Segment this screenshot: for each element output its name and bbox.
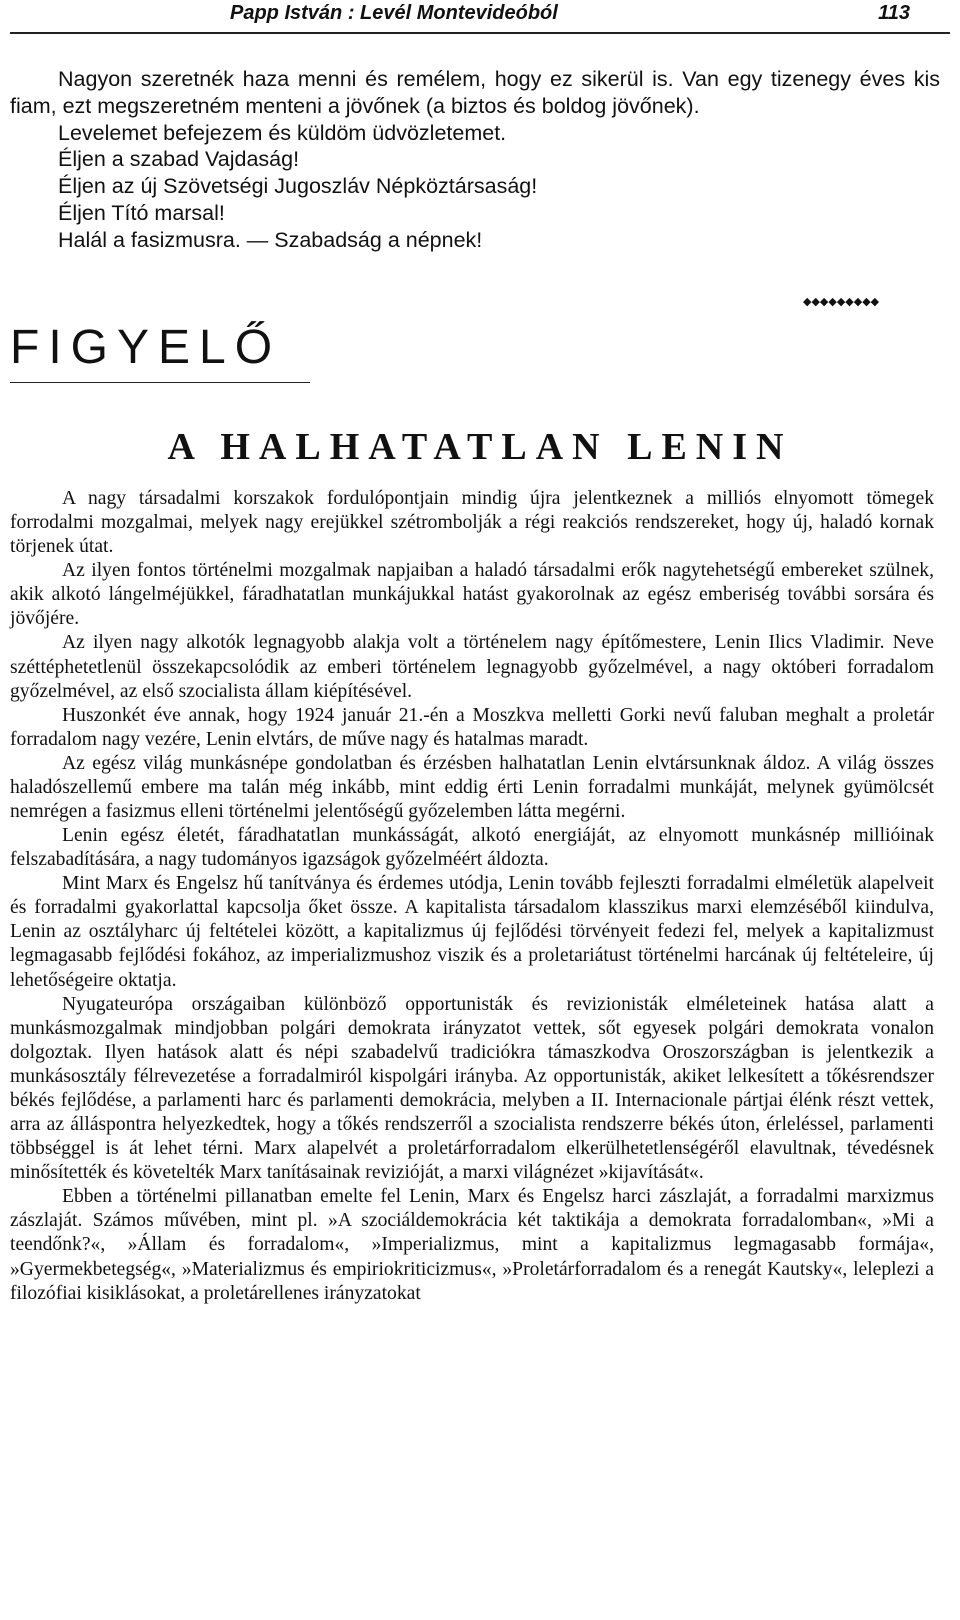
letter-line: Éljen Tító marsal! [58,200,225,225]
section-heading-underline [10,382,310,383]
article-paragraph: Lenin egész életét, fáradhatatlan munkásságát, alkotó energiáját, az elnyomott munkásnép millióinak felszabadítására, a nagy tudományos igazságok győzelméért áldozta. [10,825,934,871]
letter-line: Éljen a szabad Vajdaság! [58,147,300,172]
article-paragraph: Ebben a történelmi pillanatban emelte fel Lenin, Marx és Engelsz harci zászlaját, a forradalmi marxizmus zászlaját. Számos művében, mint pl. »A szociáldemokrácia két taktikája a demokrata forradalomban«, »Mi a teendőnk?«, »Állam és forradalom«, »Imperializmus, mint a kapitalizmus legmagasabb formája«, »Gyermekbetegség«, »Materializmus és empiriokriticizmus«, »Proletárforradalom és a renegát Kautsky«, leleplezi a filozófiai kisiklásokat, a proletárellenes irányzatokat [10,1186,934,1304]
section-heading: FIGYELŐ [10,321,282,374]
letter-line: Levelemet befejezem és küldöm üdvözletemet. [58,120,507,145]
article-paragraph: A nagy társadalmi korszakok fordulópontjain mindig újra jelentkeznek a milliós elnyomott tömegek forrodalmi mozgalmai, melyek nagy erejükkel szétrombolják a régi reakciós rendszereket, hogy új, haladó kornak törjenek útat. [10,488,934,558]
article-body [10,487,934,1306]
article-paragraph: Az ilyen nagy alkotók legnagyobb alakja volt a történelem nagy építőmestere, Lenin Ilics Vladimir. Neve széttéphetetlenül összekapcsolódik az emberi történelem legnagyobb győzelmével, a nagy októberi forradalom győzelmével, az első szocialista állam kiépítésével. [10,632,934,702]
diamond-separator: ◆◆◆◆◆◆◆◆◆ [803,295,880,308]
article-paragraph: Nyugateurópa országaiban különböző opportunisták és revizionisták elméleteinek hatása alatt a munkásmozgalmak mindjobban polgári demokrata irányzatot vettek, sőt egyesek polgári demokrata vonalon dolgoztak. Ilyen hatások alatt és népi szabadelvű tradiciókra támaszkodva Oroszországban is jelentkezik a munkásosztály félrevezetése a forradalmiról kispolgári irányba. Az opportunisták, akiket lelkesített a tőkésrendszer békés fejlődése, a parlamenti harc és parlamenti demokrácia, melyben a II. Internacionale pártjai élénk részt vettek, arra az álláspontra helyezkedtek, hogy a tőkés rendszerről a szocialista rendszerre békés úton, érleléssel, parlamenti többséggel is át lehet térni. Marx alapelvét a proletárforradalom elkerülhetetlenségéről elavultnak, tévedésnek minősítették és követelték Marx tanításainak revizióját, a marxi világnézet »kijavítását«. [10,993,934,1184]
article-paragraph: Mint Marx és Engelsz hű tanítványa és érdemes utódja, Lenin tovább fejleszti forradalmi elméletük alapelveit és forradalmi gyakorlattal kapcsolja őket össze. A kapitalista társadalom klasszikus marxi elemzéséből kiindulva, Lenin az osztályharc új feltételei között, a kapitalizmus új fejlődési törvényeit fedezi fel, melyek a kapitalizmust legmagasabb fejlődési fokához, az imperializmushoz viszik és a proletariátust történelmi harcának új feltételeire, új lehetőségeire oktatja. [10,873,934,991]
page-number: 113 [878,2,910,24]
article-paragraph: Az ilyen fontos történelmi mozgalmak napjaiban a haladó társadalmi erők nagytehetségű embereket szülnek, akik alkotó lángelméjükkel, fáradhatatlan munkájukkal hatást gyakorolnak az egész emberiség további sorsára és jövőjére. [10,560,934,630]
letter-ending [10,66,940,254]
letter-line: Halál a fasizmusra. — Szabadság a népnek! [58,227,483,252]
running-header [30,2,930,32]
letter-line: Éljen az új Szövetségi Jugoszláv Népköztársaság! [58,174,538,199]
article-title: A HALHATATLAN LENIN [167,426,793,468]
header-rule [10,32,950,34]
article-paragraph: Huszonkét éve annak, hogy 1924 január 21.-én a Moszkva melletti Gorki nevű faluban meghalt a proletár forradalom nagy vezére, Lenin elvtárs, de műve nagy és hatalmas maradt. [10,704,934,750]
running-title: Papp István : Levél Montevideóból [230,2,558,24]
letter-paragraph: Nagyon szeretnék haza menni és remélem, hogy ez sikerül is. Van egy tizenegy éves kis fiam, ezt megszeretném menteni a jövőnek (a biztos és boldog jövőnek). [10,67,940,118]
article-paragraph: Az egész világ munkásnépe gondolatban és érzésben halhatatlan Lenin elvtársunknak áldoz. A világ összes haladószellemű embere ma talán még inkább, mint eddig érti Lenin forradalmi munkáját, melynek gyümölcsét nemrégen a fasizmus elleni történelmi jelentőségű győzelemben látta megérni. [10,752,934,823]
